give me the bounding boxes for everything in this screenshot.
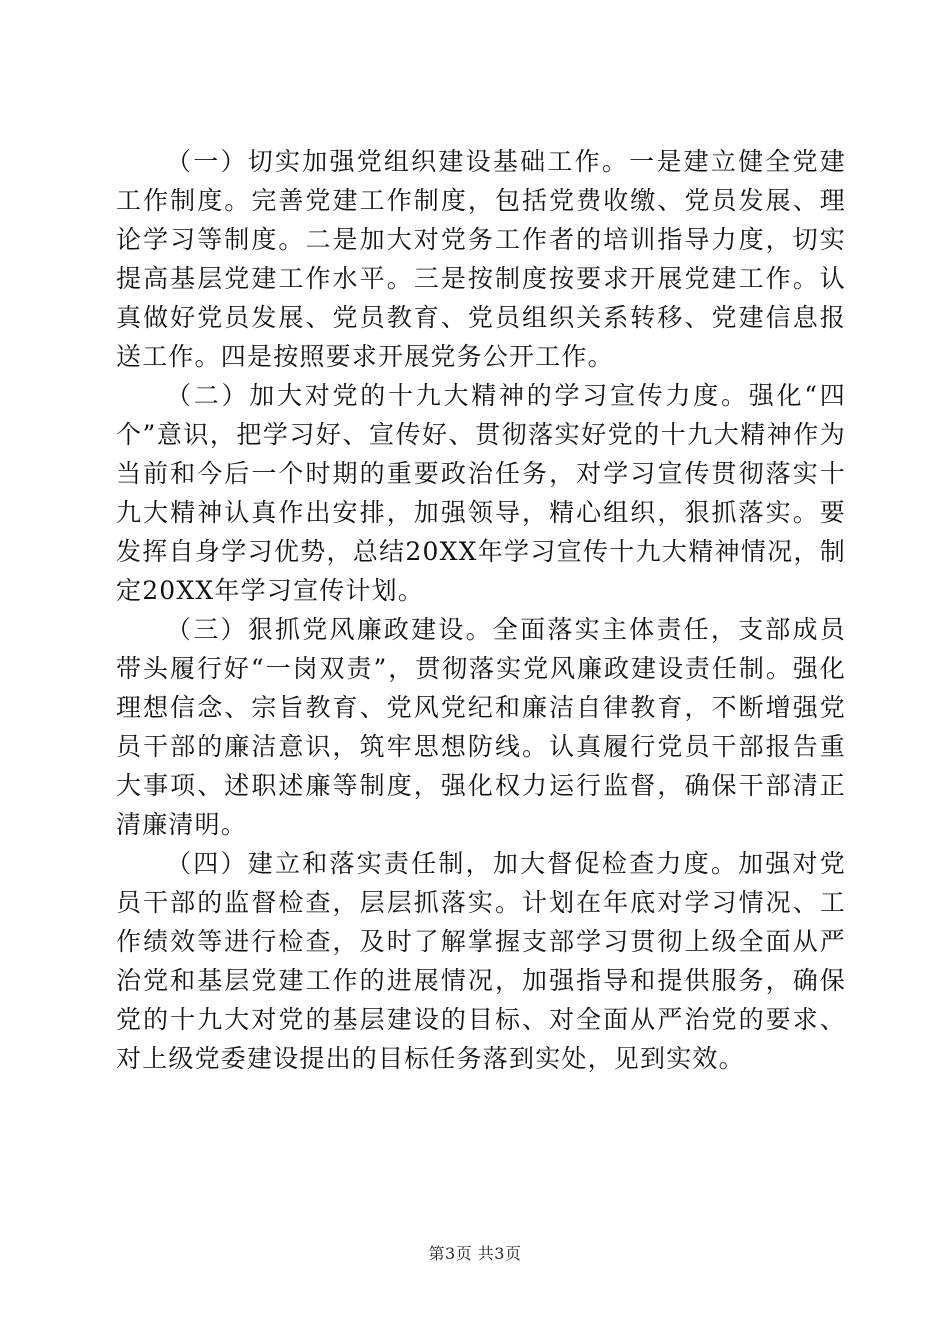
page-number: 第3页 共3页 — [428, 1244, 522, 1263]
paragraph-3: （三）狠抓党风廉政建设。全面落实主体责任，支部成员带头履行好“一岗双责”，贯彻落实党风廉政建设责任制。强化理想信念、宗旨教育、党风党纪和廉洁自律教育，不断增强党员干部的廉洁意识，筑牢思想防线。认真履行党员干部报告重大事项、述职述廉等制度，强化权力运行监督，确保干部清正清廉清明。 — [116, 615, 846, 839]
page-footer — [0, 1243, 950, 1265]
paragraph-2: （二）加大对党的十九大精神的学习宣传力度。强化“四个”意识，把学习好、宣传好、贯彻落实好党的十九大精神作为当前和今后一个时期的重要政治任务，对学习宣传贯彻落实十九大精神认真作出安排，加强领导，精心组织，狠抓落实。要发挥自身学习优势，总结20XX年学习宣传十九大精神情况，制定20XX年学习宣传计划。 — [116, 381, 846, 605]
paragraph-4: （四）建立和落实责任制，加大督促检查力度。加强对党员干部的监督检查，层层抓落实。计划在年底对学习情况、工作绩效等进行检查，及时了解掌握支部学习贯彻上级全面从严治党和基层党建工作的进展情况，加强指导和提供服务，确保党的十九大对党的基层建设的目标、对全面从严治党的要求、对上级党委建设提出的目标任务落到实处，见到实效。 — [116, 849, 846, 1073]
document-body — [116, 142, 846, 1078]
paragraph-1: （一）切实加强党组织建设基础工作。一是建立健全党建工作制度。完善党建工作制度，包括党费收缴、党员发展、理论学习等制度。二是加大对党务工作者的培训指导力度，切实提高基层党建工作水平。三是按制度按要求开展党建工作。认真做好党员发展、党员教育、党员组织关系转移、党建信息报送工作。四是按照要求开展党务公开工作。 — [116, 147, 846, 371]
